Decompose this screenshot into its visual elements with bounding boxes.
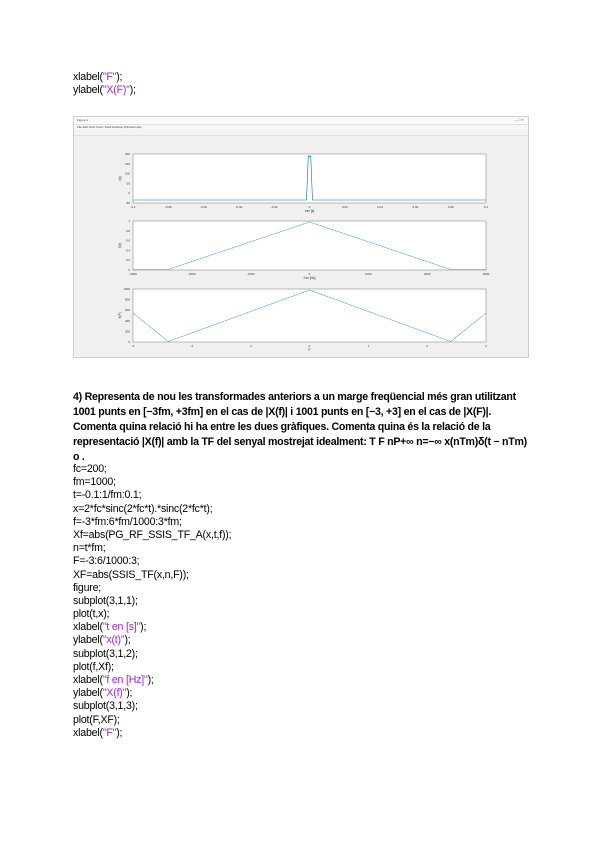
x-tick-label: -0.06 [200,205,208,209]
x-tick-label: 0 [308,205,311,209]
code-text: t=-0.1:1/fm:0.1; [73,489,142,502]
x-tick-label: 0.1 [483,205,489,209]
code-line [73,489,231,502]
y-tick-label: 1000 [123,287,130,291]
code-text: Xf=abs(PG_RF_SSIS_TF_A(x,t,f)); [73,528,232,541]
y-tick-label: 0 [128,340,130,344]
code-text: fm=1000; [73,476,116,489]
x-tick-label: 3000 [482,272,490,276]
code-text: ylabel( [73,84,103,97]
code-text: ); [116,726,123,739]
code-line [73,516,231,529]
code-text: xlabel( [73,674,103,686]
code-line [73,555,231,568]
code-text: plot(f,Xf); [73,660,114,673]
code-text: ylabel( [73,634,103,647]
code-string: "f en [Hz]" [102,674,148,686]
y-tick-label: 0.4 [125,248,130,253]
y-tick-label: 1 [128,219,130,223]
x-tick-label: 1000 [364,272,372,276]
x-tick-label: -2 [190,344,194,348]
code-line [73,542,231,555]
subplot-3-xlabel: F [308,348,311,352]
code-string: "t en [s]" [102,621,141,634]
code-text: xlabel( [73,726,103,739]
x-tick-label: -3000 [129,272,137,276]
code-text: xlabel( [73,621,103,634]
code-line [73,582,231,595]
x-tick-label: -2000 [187,272,196,276]
code-block-top [73,71,136,97]
x-tick-label: 2 [426,344,429,348]
x-tick-label: 3 [485,344,487,348]
code-line [73,714,231,727]
subplot-3-ylabel: X(F) [118,312,122,319]
code-line [73,71,136,84]
code-text: XF=abs(SSIS_TF(x,n,F)); [73,568,189,581]
x-tick-label: -1 [249,344,253,348]
x-tick-label: -0.08 [164,205,172,209]
subplot-1-ylabel: x(t) [118,176,122,181]
code-text: subplot(3,1,3); [73,700,138,713]
x-tick-label: -1000 [246,272,255,276]
code-text: n=t*fm; [73,542,106,555]
code-text: F=-3:6/1000:3; [73,555,140,568]
code-line [73,634,231,647]
y-tick-label: 0 [128,268,130,272]
subplot-2-axes [133,221,486,270]
figure-plots [74,117,530,359]
matlab-figure-window [73,116,529,358]
y-tick-label: -50 [125,201,130,205]
window-controls[interactable]: – □ × [514,117,524,122]
figure-title: Figure 1 [77,118,89,122]
code-line [73,648,231,661]
x-tick-label: 1 [367,344,370,348]
y-tick-label: 150 [124,161,130,166]
code-line [73,84,136,97]
x-tick-label: -0.02 [270,205,278,209]
x-tick-label: 0.06 [412,205,419,209]
code-string: "x(t)" [102,634,125,647]
code-line [73,569,231,582]
code-text: ); [140,621,147,634]
code-text: xlabel( [73,71,103,83]
y-tick-label: 0.2 [125,258,130,263]
subplot-1-axes [133,154,486,203]
y-tick-label: 0.8 [125,228,130,233]
y-tick-label: 400 [124,318,130,323]
code-text: ); [124,634,131,647]
code-text: ); [126,687,133,700]
code-line [73,687,231,700]
code-string: "F" [102,726,117,739]
x-tick-label: -0.1 [130,205,136,209]
code-text: ); [116,71,123,83]
code-text: subplot(3,1,1); [73,594,138,607]
code-text: x=2*fc*sinc(2*fc*t).*sinc(2*fc*t); [73,502,213,515]
code-text: plot(F,XF); [73,713,120,726]
code-text: ); [129,84,136,97]
figure-menu-items[interactable]: File Edit View Insert Tools Desktop Window Help [77,125,142,129]
code-text: ylabel( [73,687,103,700]
code-string: "X(f)" [102,687,127,700]
subplot-2-xlabel: f en [Hz] [303,276,316,280]
x-tick-label: 0.02 [341,205,348,209]
x-tick-label: 0 [308,272,311,276]
code-text: subplot(3,1,2); [73,647,138,660]
subplot-1-xlabel: t en [s] [304,209,315,213]
y-tick-label: 600 [124,308,130,313]
subplot-2-ylabel: X(f) [118,242,122,249]
code-block-main [73,463,231,740]
x-tick-label: -3 [131,344,135,348]
x-tick-label: 0.08 [447,205,454,209]
y-tick-label: 0.6 [125,238,130,243]
question-paragraph: 4) Representa de nou les transformades anteriors a un marge freqüencial més gran utilitzant 1001 punts en [−3fm, +3fm] en el cas de |X(f)| i 1001 punts en [−3, +3] en el cas de |X(F)|. Comenta quina relació hi ha entre les dues gràfiques. Comenta quina és la relació de la representació |X(f)| amb la TF del senyal mostrejat idealment: T F nP+∞ n=−∞ x(nTm)δ(t − nTm) o . [73,391,527,463]
y-tick-label: 200 [124,329,130,334]
code-string: "X(F)" [102,84,130,97]
y-tick-label: 200 [124,152,130,156]
code-line [73,529,231,542]
x-tick-label: 0.04 [377,205,384,209]
x-tick-label: 2000 [423,272,431,276]
x-tick-label: 0 [308,344,311,348]
code-line [73,674,231,687]
code-string: "F" [102,71,117,83]
code-text: figure; [73,581,102,594]
code-text: fc=200; [73,463,107,475]
y-tick-label: 800 [124,297,130,302]
x-tick-label: -0.04 [235,205,243,209]
code-line [73,661,231,674]
y-tick-label: 100 [124,171,130,176]
code-line [73,621,231,634]
y-tick-label: 50 [126,181,130,186]
code-line [73,700,231,713]
y-tick-label: 0 [128,191,130,196]
code-line [73,463,231,476]
code-line [73,503,231,516]
code-text: f=-3*fm:6*fm/1000:3*fm; [73,515,182,528]
code-line [73,476,231,489]
code-text: ); [147,674,154,686]
code-line [73,608,231,621]
code-text: plot(t,x); [73,608,110,621]
code-line [73,595,231,608]
subplot-3-axes [133,289,486,342]
code-line [73,727,231,740]
